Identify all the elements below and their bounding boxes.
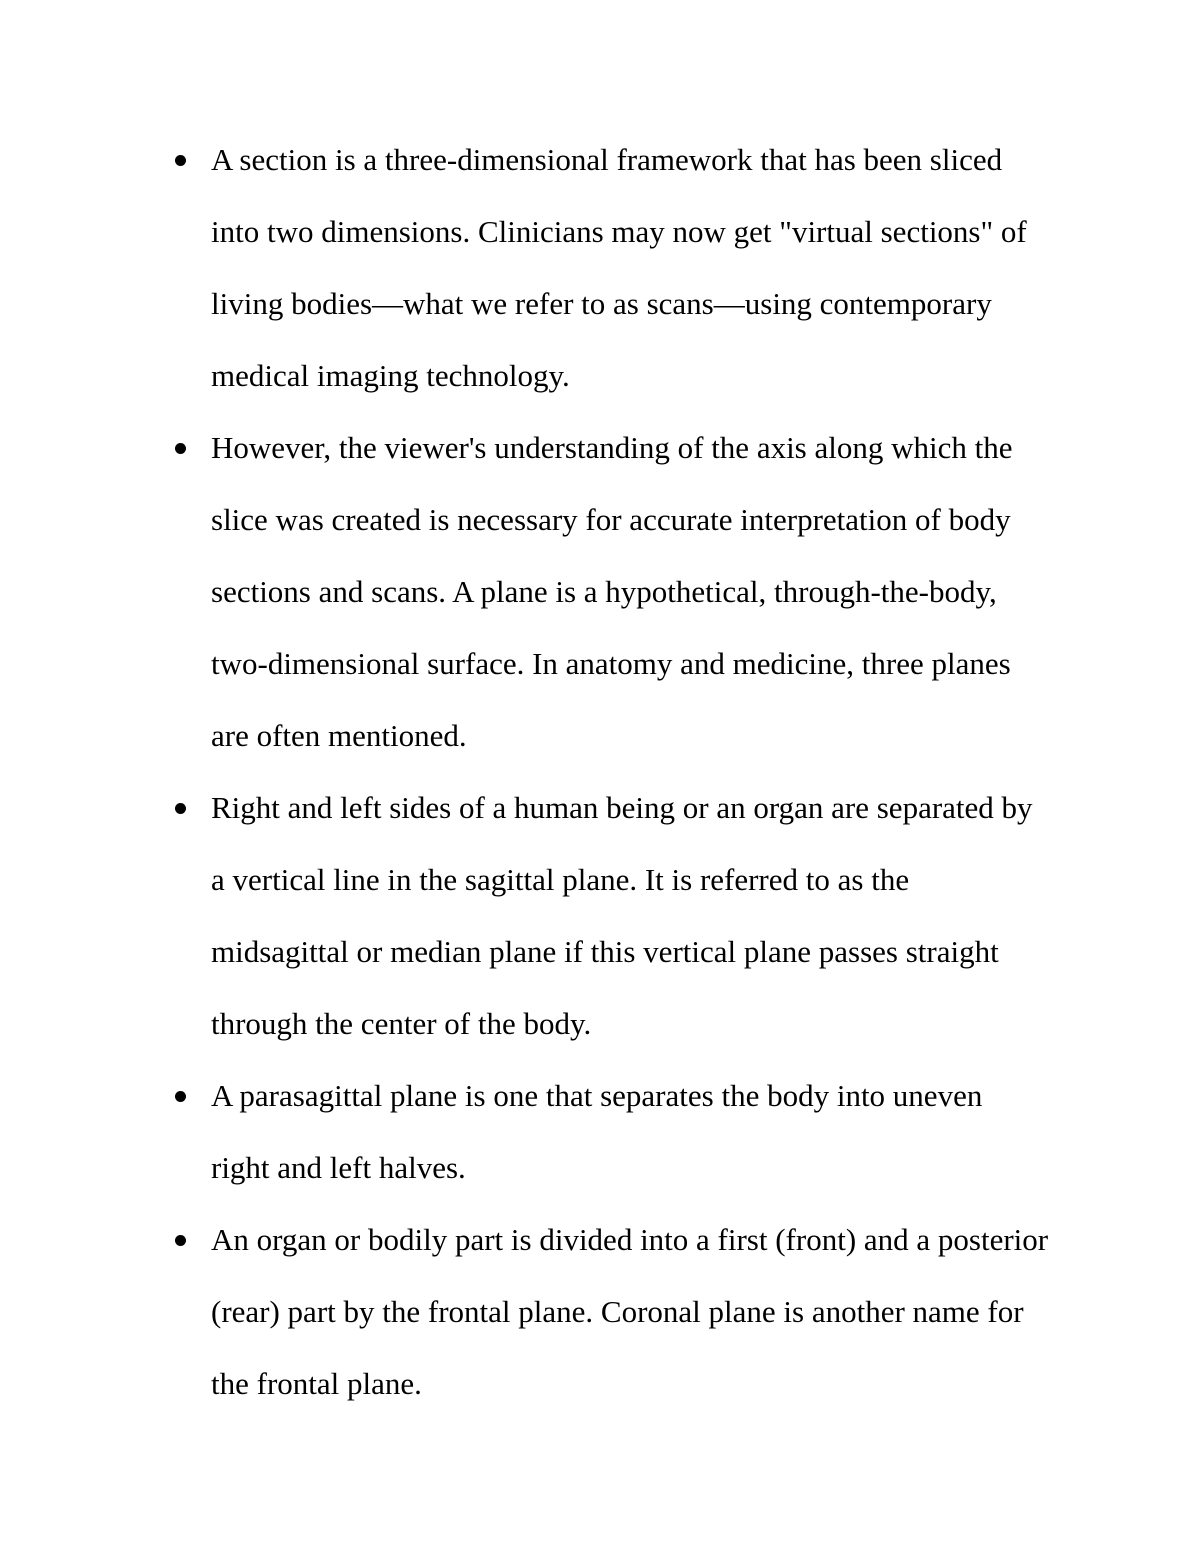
bullet-dot-icon (175, 443, 186, 454)
bullet-dot-icon (175, 803, 186, 814)
text-line: are often mentioned. (211, 718, 467, 753)
bullet-item-5 (211, 1204, 1071, 1420)
text-line: Right and left sides of a human being or an organ are separated by (211, 790, 1033, 825)
bullet-item-1 (211, 124, 1071, 412)
bullet-item-2 (211, 412, 1071, 772)
bullet-item-3 (211, 772, 1071, 1060)
text-line: medical imaging technology. (211, 358, 570, 393)
text-line: through the center of the body. (211, 1006, 592, 1041)
text-line: A section is a three-dimensional framework that has been sliced (211, 142, 1003, 177)
text-line: sections and scans. A plane is a hypothetical, through-the-body, (211, 574, 997, 609)
text-line: a vertical line in the sagittal plane. It is referred to as the (211, 862, 910, 897)
text-line: right and left halves. (211, 1150, 466, 1185)
bullet-dot-icon (175, 1091, 186, 1102)
text-line: A parasagittal plane is one that separates the body into uneven (211, 1078, 983, 1113)
text-line: two-dimensional surface. In anatomy and medicine, three planes (211, 646, 1011, 681)
bullet-dot-icon (175, 1235, 186, 1246)
text-line: midsagittal or median plane if this vertical plane passes straight (211, 934, 999, 969)
bullet-list (211, 124, 1071, 1420)
text-line: However, the viewer's understanding of the axis along which the (211, 430, 1013, 465)
text-line: the frontal plane. (211, 1366, 422, 1401)
text-line: An organ or bodily part is divided into a first (front) and a posterior (211, 1222, 1049, 1257)
text-line: into two dimensions. Clinicians may now get "virtual sections" of (211, 214, 1027, 249)
text-line: living bodies—what we refer to as scans—using contemporary (211, 286, 992, 321)
bullet-dot-icon (175, 155, 186, 166)
text-line: (rear) part by the frontal plane. Coronal plane is another name for (211, 1294, 1024, 1329)
text-line: slice was created is necessary for accurate interpretation of body (211, 502, 1011, 537)
bullet-item-4 (211, 1060, 1071, 1204)
